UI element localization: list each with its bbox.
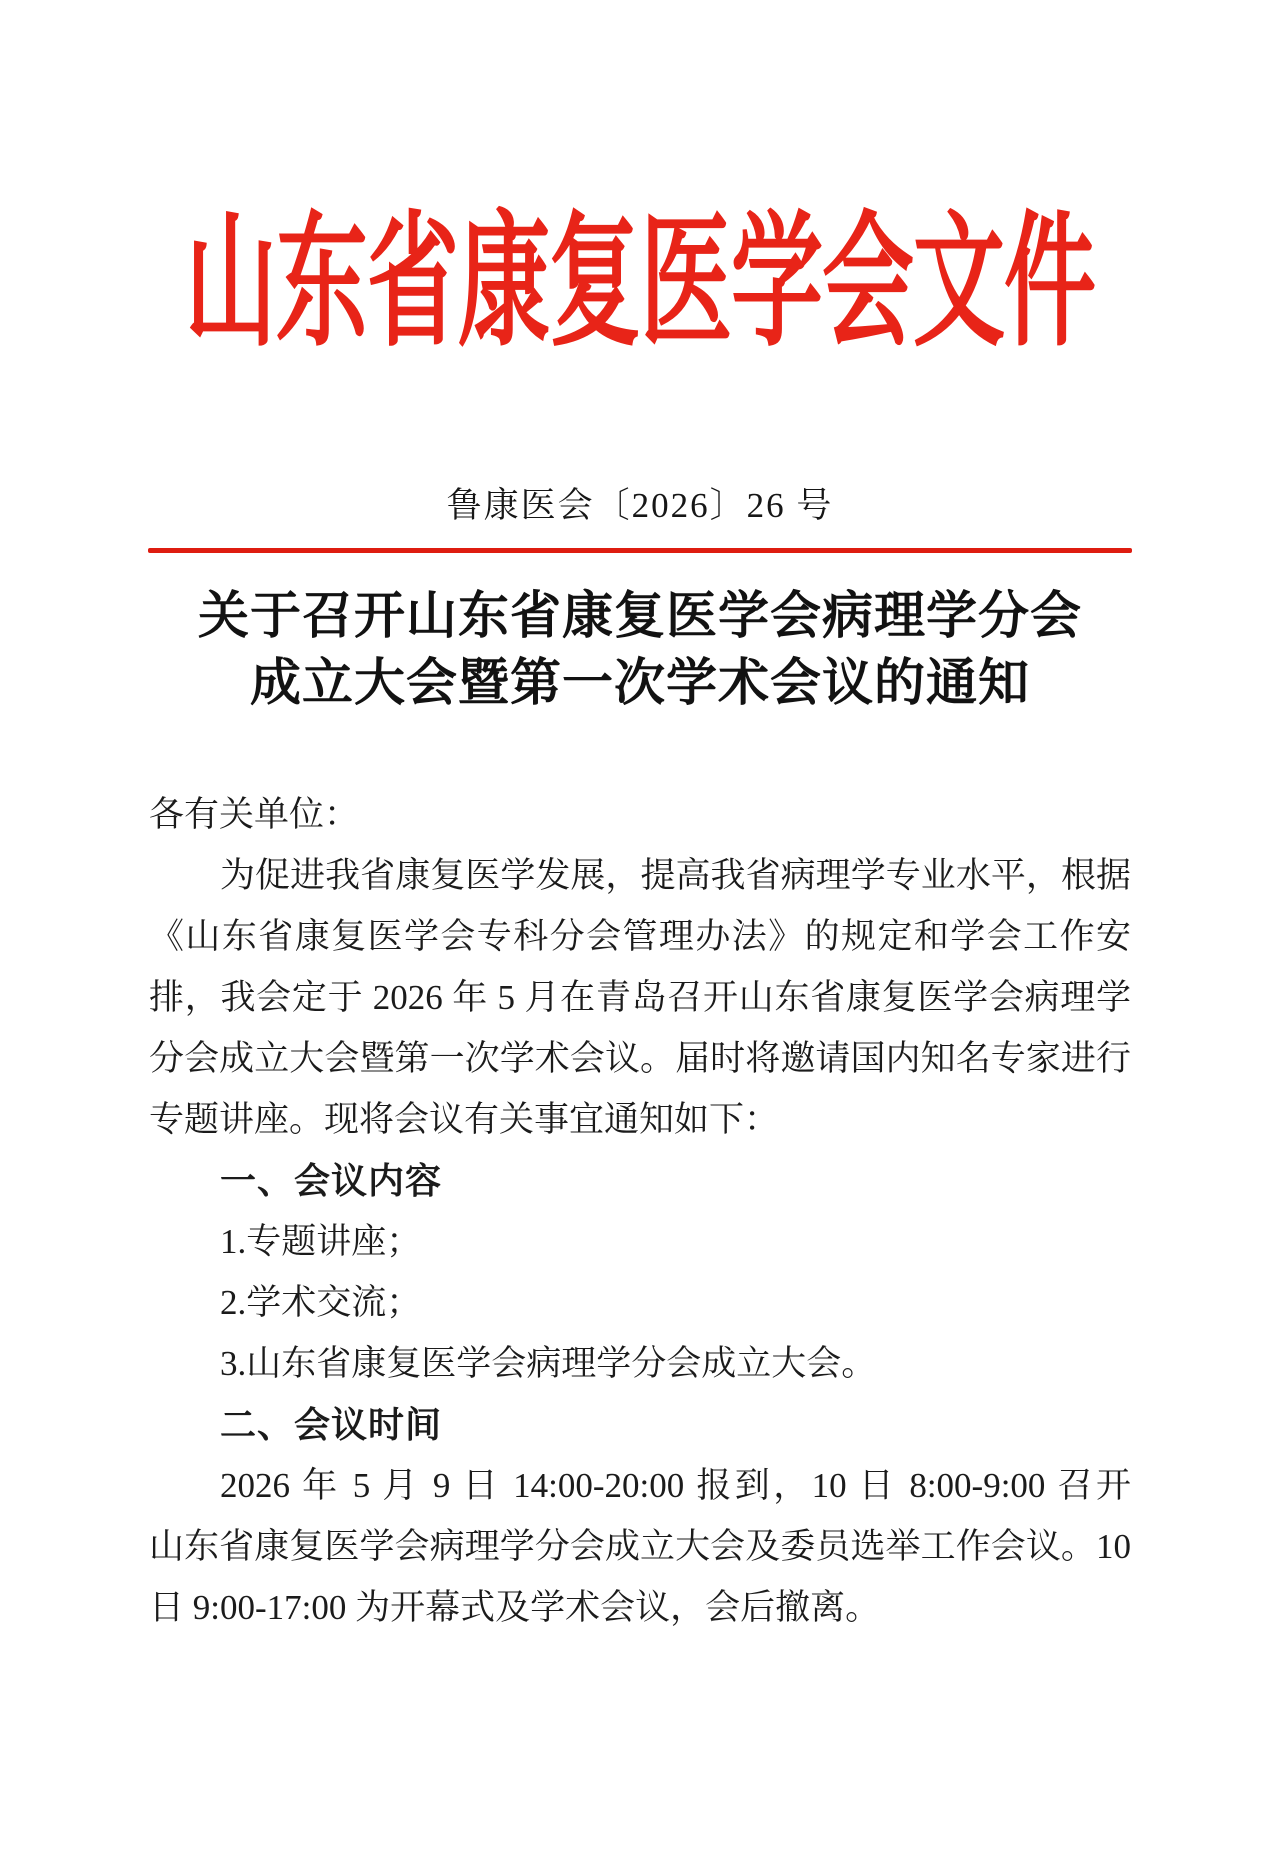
notice-title: [0, 584, 1280, 718]
paragraph-2-line: 2026 年 5 月 9 日 14:00-20:00 报到，10 日 8:00-9:00 召开: [220, 1466, 1131, 1505]
section-2-heading: 二、会议时间: [220, 1404, 443, 1445]
agenda-item-2: 2.学术交流；: [220, 1283, 422, 1322]
paragraph-2-line: 日 9:00-17:00 为开幕式及学术会议，会后撤离。: [149, 1588, 881, 1627]
paragraph-1-line: 《山东省康复医学会专科分会管理办法》的规定和学会工作安: [149, 917, 1131, 956]
letterhead-banner-title: 山东省康复医学会文件: [184, 202, 1095, 364]
paragraph-2-line: 山东省康复医学会病理学分会成立大会及委员选举工作会议。10: [149, 1527, 1131, 1566]
salutation: 各有关单位：: [149, 795, 360, 834]
paragraph-1-line: 排，我会定于 2026 年 5 月在青岛召开山东省康复医学会病理学: [149, 978, 1131, 1017]
agenda-item-3: 3.山东省康复医学会病理学分会成立大会。: [220, 1344, 877, 1383]
document-reference-number: 鲁康医会〔2026〕26 号: [446, 486, 834, 525]
paragraph-1-line: 专题讲座。现将会议有关事宜通知如下：: [149, 1100, 780, 1139]
red-separator-rule: [148, 548, 1132, 553]
paragraph-1-line: 为促进我省康复医学发展，提高我省病理学专业水平，根据: [220, 856, 1131, 895]
notice-title-line-1: 关于召开山东省康复医学会病理学分会: [197, 589, 1082, 645]
section-1-heading: 一、会议内容: [220, 1160, 443, 1201]
notice-title-line-2: 成立大会暨第一次学术会议的通知: [249, 656, 1030, 712]
paragraph-1-line: 分会成立大会暨第一次学术会议。届时将邀请国内知名专家进行: [149, 1039, 1131, 1078]
notice-body: [149, 784, 1131, 1638]
agenda-item-1: 1.专题讲座；: [220, 1222, 422, 1261]
